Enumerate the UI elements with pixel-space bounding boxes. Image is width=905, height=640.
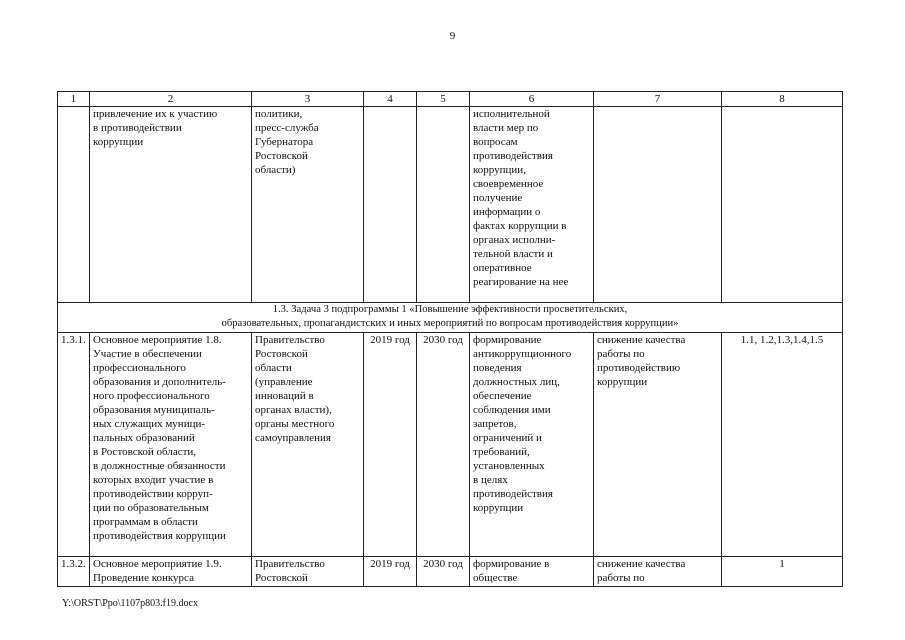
cell-text-line: противодействия [473, 150, 553, 162]
expected-result-cell [470, 107, 594, 303]
cell-text-line: области) [255, 164, 296, 176]
cell-text-line: пресс-служба [255, 122, 319, 134]
column-number: 8 [722, 92, 843, 107]
cell-text-line: коррупции, [473, 164, 526, 176]
column-number: 7 [594, 92, 722, 107]
executor-cell [252, 557, 364, 587]
executor-cell [252, 333, 364, 557]
cell-text-line: образования муниципаль- [93, 404, 215, 416]
cell-text-line: Ростовской [255, 348, 308, 360]
cell-text-line: Ростовской [255, 150, 308, 162]
row-number-cell: 1.3.2. [58, 557, 90, 587]
cell-text-line: Губернатора [255, 136, 314, 148]
cell-text-line: формирование в [473, 558, 550, 570]
cell-text-line: соблюдения ими [473, 404, 551, 416]
expected-result-cell [470, 557, 594, 587]
cell-text-line: программам в области [93, 516, 198, 528]
cell-text-line: Участие в обеспечении [93, 348, 202, 360]
cell-text-line: органы местного [255, 418, 335, 430]
indicator-link-cell: 1.1, 1.2,1.3,1.4,1.5 [722, 333, 843, 557]
cell-text-line: коррупции [473, 502, 524, 514]
cell-text-line: (управление [255, 376, 313, 388]
cell-text-line: обществе [473, 572, 518, 584]
cell-text-line: Основное мероприятие 1.9. [93, 558, 222, 570]
cell-text-line: ных служащих муници- [93, 418, 206, 430]
cell-text-line: противодействию [597, 362, 681, 374]
consequences-cell [594, 107, 722, 303]
cell-text-line: ограничений и [473, 432, 542, 444]
cell-text-line: оперативное [473, 262, 532, 274]
cell-text-line: Проведение конкурса [93, 572, 194, 584]
file-path-footer: Y:\ORST\Ppo\1107p803.f19.docx [62, 598, 198, 609]
end-year-cell: 2030 год [417, 557, 470, 587]
consequences-cell [594, 333, 722, 557]
indicator-link-cell [722, 107, 843, 303]
cell-text-line: работы по [597, 572, 645, 584]
cell-text-line: инноваций в [255, 390, 314, 402]
start-year-cell: 2019 год [364, 557, 417, 587]
column-number: 3 [252, 92, 364, 107]
cell-text-line: фактах коррупции в [473, 220, 567, 232]
section-header-line: образовательных, пропагандистских и иных мероприятий по вопросам противодействия коррупции» [221, 318, 679, 329]
row-number-cell [58, 107, 90, 303]
cell-text-line: политики, [255, 108, 303, 120]
cell-text-line: власти мер по [473, 122, 539, 134]
cell-text-line: формирование [473, 334, 542, 346]
cell-text-line: снижение качества [597, 334, 686, 346]
section-header-line: 1.3. Задача 3 подпрограммы 1 «Повышение эффективности просветительских, [272, 304, 628, 315]
cell-text-line: антикоррупционного [473, 348, 572, 360]
cell-text-line: требований, [473, 446, 530, 458]
cell-text-line: самоуправления [255, 432, 331, 444]
measure-name-cell [90, 333, 252, 557]
end-year-cell: 2030 год [417, 333, 470, 557]
cell-text-line: органах исполни- [473, 234, 556, 246]
cell-text-line: в должностные обязанности [93, 460, 226, 472]
cell-text-line: своевременное [473, 178, 544, 190]
cell-text-line: тельной власти и [473, 248, 553, 260]
indicator-link-cell: 1 [722, 557, 843, 587]
cell-text-line: реагирование на нее [473, 276, 569, 288]
cell-text-line: ного профессионального [93, 390, 210, 402]
cell-text-line: снижение качества [597, 558, 686, 570]
column-number: 5 [417, 92, 470, 107]
table-row-1-3-2 [58, 557, 843, 587]
cell-text-line: поведения [473, 362, 522, 374]
expected-result-cell [470, 333, 594, 557]
column-number: 4 [364, 92, 417, 107]
cell-text-line: Основное мероприятие 1.8. [93, 334, 222, 346]
cell-text-line: в Ростовской области, [93, 446, 197, 458]
start-year-cell [364, 107, 417, 303]
cell-text-line: получение [473, 192, 523, 204]
cell-text-line: информации о [473, 206, 541, 218]
consequences-cell [594, 557, 722, 587]
cell-text-line: установленных [473, 460, 545, 472]
cell-text-line: образования и дополнитель- [93, 376, 226, 388]
cell-text-line: обеспечение [473, 390, 532, 402]
cell-text-line: должностных лиц, [473, 376, 560, 388]
cell-text-line: противодействия коррупции [93, 530, 226, 542]
column-number: 2 [90, 92, 252, 107]
measure-name-cell [90, 557, 252, 587]
cell-text-line: коррупции [93, 136, 144, 148]
cell-text-line: работы по [597, 348, 645, 360]
cell-text-line: в противодействии [93, 122, 182, 134]
cell-text-line: ции по образовательным [93, 502, 209, 514]
table-row-1-3-1 [58, 333, 843, 557]
cell-text-line: которых входит участие в [93, 474, 214, 486]
cell-text-line: Ростовской [255, 572, 308, 584]
table-row-continued [58, 107, 843, 303]
cell-text-line: органах власти), [255, 404, 332, 416]
cell-text-line: Правительство [255, 558, 325, 570]
executor-cell [252, 107, 364, 303]
cell-text-line: привлечение их к участию [93, 108, 218, 120]
column-number: 6 [470, 92, 594, 107]
cell-text-line: профессионального [93, 362, 186, 374]
cell-text-line: противодействии корруп- [93, 488, 213, 500]
measures-table [57, 91, 843, 587]
cell-text-line: коррупции [597, 376, 648, 388]
cell-text-line: Правительство [255, 334, 325, 346]
cell-text-line: вопросам [473, 136, 518, 148]
column-number: 1 [58, 92, 90, 107]
cell-text-line: пальных образований [93, 432, 195, 444]
section-header-row [58, 303, 843, 333]
row-number-cell: 1.3.1. [58, 333, 90, 557]
cell-text-line: в целях [473, 474, 508, 486]
cell-text-line: области [255, 362, 292, 374]
section-header-cell [58, 303, 843, 333]
measure-name-cell [90, 107, 252, 303]
page-number: 9 [449, 30, 456, 42]
cell-text-line: исполнительной [473, 108, 550, 120]
cell-text-line: запретов, [473, 418, 517, 430]
start-year-cell: 2019 год [364, 333, 417, 557]
end-year-cell [417, 107, 470, 303]
cell-text-line: противодействия [473, 488, 553, 500]
column-number-row [58, 92, 843, 107]
